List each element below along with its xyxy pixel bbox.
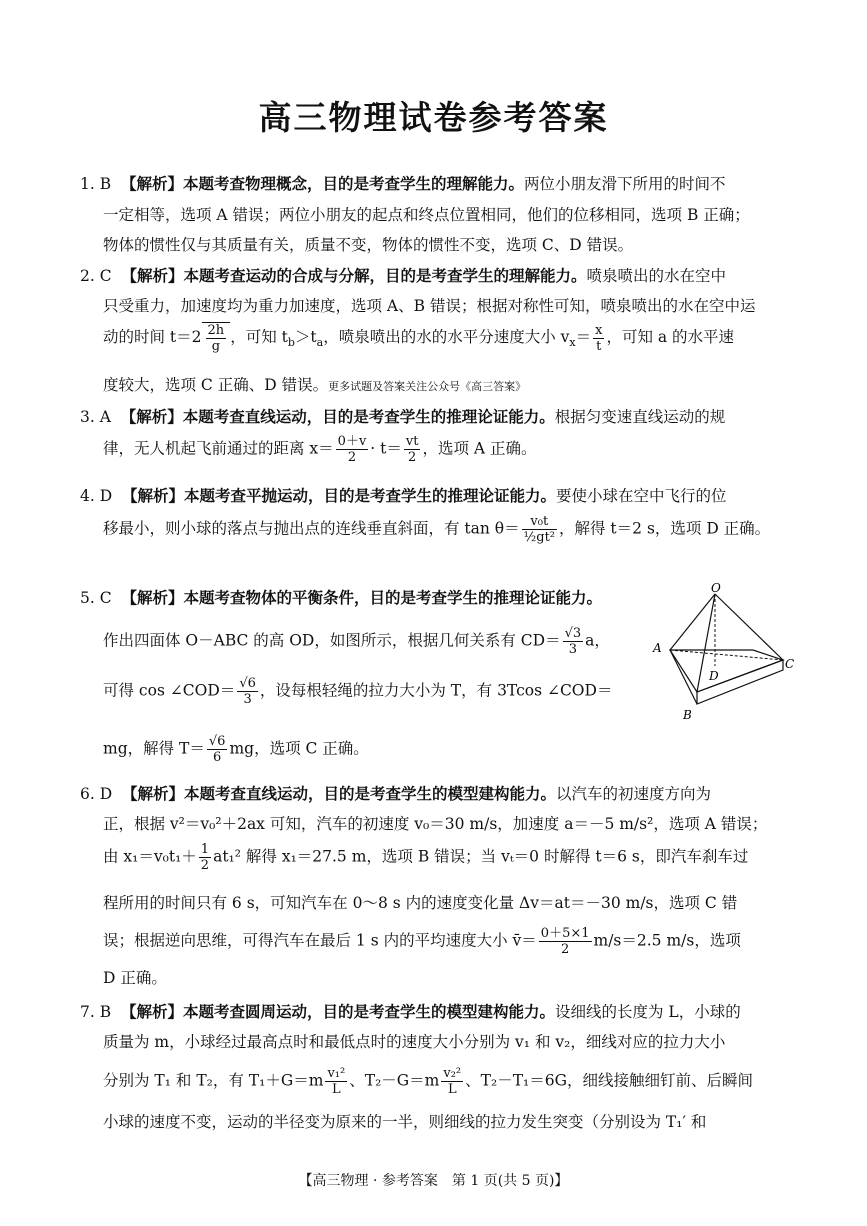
- q7-line1: [80, 1000, 741, 1022]
- q1-number: 1. B: [80, 175, 112, 193]
- frac-den: 2: [347, 450, 357, 465]
- frac-den: 2: [408, 450, 417, 465]
- fraction: [563, 626, 584, 657]
- q5-analysis-tag: 【解析】本题考查物体的平衡条件，目的是考查学生的推理论证能力。: [121, 589, 602, 607]
- q7-analysis-tag: 【解析】本题考查圆周运动，目的是考查学生的模型建构能力。: [120, 1003, 555, 1021]
- q5-text-a: a，: [585, 631, 610, 650]
- page-title: 高三物理试卷参考答案: [258, 98, 609, 137]
- label-c: C: [785, 657, 795, 671]
- frac-num: 0＋5×1: [540, 926, 590, 941]
- q2-text-conclusion: 度较大，选项 C 正确、D 错误。: [103, 376, 329, 394]
- q6-line2: 正，根据 v²＝v₀²＋2ax 可知，汽车的初速度 v₀＝30 m/s，加速度 a＝－5 m/s²，选项 A 错误；: [103, 815, 768, 833]
- q1-line3: 物体的惯性仅与其质量有关，质量不变，物体的惯性不变，选项 C、D 错误。: [103, 236, 634, 254]
- q3-text-times: · t＝: [370, 439, 402, 458]
- frac-den: ½gt²: [523, 530, 555, 545]
- q7-line2: 质量为 m，小球经过最高点时和最低点时的速度大小分别为 v₁ 和 v₂，细线对应的拉力大小: [103, 1033, 726, 1051]
- page-footer: 【高三物理 · 参考答案 第 1 页(共 5 页)】: [298, 1173, 569, 1189]
- q2-number: 2. C: [80, 267, 112, 285]
- q1-line2: 一定相等，选项 A 错误；两位小朋友的起点和终点位置相同，他们的位移相同，选项 B 正确；: [103, 206, 750, 224]
- q6-text-result: m/s＝2.5 m/s，选项: [593, 931, 741, 950]
- frac-den: L: [332, 1082, 341, 1097]
- q2-analysis-tag: 【解析】本题考查运动的合成与分解，目的是考查学生的理解能力。: [121, 267, 587, 285]
- q6-number: 6. D: [80, 785, 113, 803]
- frac-num: v₂²: [443, 1066, 462, 1081]
- fraction: [441, 1066, 463, 1097]
- q2-line4: [103, 373, 526, 395]
- frac-num: x: [595, 322, 603, 338]
- q5-text-end: mg，选项 C 正确。: [229, 739, 369, 758]
- fraction: [522, 514, 557, 545]
- label-o: O: [711, 582, 721, 595]
- q7-text-t2: 、T₂－G＝m: [349, 1071, 440, 1090]
- q6-line4: 程所用的时间只有 6 s，可知汽车在 0～8 s 内的速度变化量 Δv＝at＝－30 m/s，选项 C 错: [103, 894, 738, 912]
- fraction: [404, 434, 421, 465]
- q2-text-time: 动的时间 t＝2: [103, 328, 202, 346]
- q6-text-x1: 由 x₁＝v₀t₁＋: [103, 847, 197, 866]
- subscript: a: [316, 336, 324, 350]
- q2-text-gt: ＞t: [294, 328, 317, 346]
- frac-num: √6: [239, 676, 256, 691]
- q6-text: 以汽车的初速度方向为: [556, 785, 712, 803]
- q1-text: 两位小朋友滑下所用的时间不: [523, 175, 726, 193]
- q5-line4: [103, 734, 369, 765]
- q3-number: 3. A: [80, 408, 111, 426]
- frac-den: 2: [200, 858, 210, 873]
- frac-den: 6: [213, 750, 222, 765]
- q6-analysis-tag: 【解析】本题考查直线运动，目的是考查学生的模型建构能力。: [122, 785, 557, 803]
- subscript: b: [287, 336, 295, 350]
- label-d: D: [709, 669, 719, 683]
- q5-line1: [80, 586, 602, 608]
- frac-den: t: [596, 338, 602, 354]
- q4-line2: [103, 514, 770, 545]
- q5-line3: [103, 676, 612, 707]
- q3-text-distance: 律，无人机起飞前通过的距离 x＝: [103, 439, 334, 458]
- frac-den: L: [447, 1082, 457, 1097]
- q3-line2: [103, 434, 537, 465]
- q7-text-diff: 、T₂－T₁＝6G，细线接触细钉前、后瞬间: [465, 1071, 754, 1090]
- fraction: [336, 434, 369, 465]
- q7-number: 7. B: [80, 1003, 112, 1021]
- q7-line3: [103, 1066, 753, 1097]
- fraction: [237, 676, 258, 707]
- q7-text: 设细线的长度为 L，小球的: [554, 1003, 741, 1021]
- q4-text: 要使小球在空中飞行的位: [556, 487, 727, 505]
- q2-line3: [103, 322, 734, 354]
- q3-text-end: ，选项 A 正确。: [422, 439, 537, 458]
- frac-num: √3: [564, 626, 582, 641]
- fraction: [199, 842, 211, 873]
- q5-number: 5. C: [80, 589, 112, 607]
- fraction: [539, 926, 592, 957]
- q3-analysis-tag: 【解析】本题考查直线运动，目的是考查学生的推理论证能力。: [120, 408, 555, 426]
- q6-line6: D 正确。: [103, 969, 167, 987]
- label-b: B: [683, 708, 692, 722]
- q5-text-mg: mg，解得 T＝: [103, 739, 205, 758]
- fraction: [325, 1066, 347, 1097]
- promo-note: 更多试题及答案关注公众号《高三答案》: [328, 380, 527, 393]
- frac-den: 3: [243, 692, 252, 707]
- frac-den: g: [211, 339, 221, 354]
- frac-num: v₀t: [522, 514, 557, 530]
- q6-line1: [80, 782, 711, 804]
- q2-text: 喷泉喷出的水在空中: [586, 267, 726, 285]
- q5-text-cos: 可得 cos ∠COD＝: [103, 681, 236, 700]
- q5-text-tension: ，设每根轻绳的拉力大小为 T，有 3Tcos ∠COD＝: [259, 681, 613, 700]
- label-a: A: [653, 641, 662, 655]
- q4-line1: [80, 484, 727, 506]
- q2-line1: [80, 264, 726, 286]
- q4-analysis-tag: 【解析】本题考查平抛运动，目的是考查学生的推理论证能力。: [122, 487, 557, 505]
- frac-num: v₁²: [327, 1066, 346, 1081]
- q2-line2: 只受重力，加速度均为重力加速度，选项 A、B 错误；根据对称性可知，喷泉喷出的水在空中运: [103, 297, 756, 315]
- q2-text-velocity: ，喷泉喷出的水的水平分速度大小 v: [323, 328, 570, 346]
- q6-line5: [103, 926, 741, 957]
- sqrt-expression: [202, 322, 231, 354]
- q5-line2: [103, 626, 610, 657]
- q6-line3: [103, 842, 748, 873]
- q4-text-tan: 移最小，则小球的落点与抛出点的连线垂直斜面，有 tan θ＝: [103, 519, 520, 538]
- q7-line4: 小球的速度不变，运动的半径变为原来的一半，则细线的拉力发生突变（分别设为 T₁′ 和: [103, 1113, 707, 1131]
- frac-num: 0＋v: [337, 434, 367, 449]
- frac-den: 3: [568, 642, 577, 657]
- frac-num: 2h: [207, 323, 225, 338]
- frac-den: 2: [561, 942, 570, 957]
- q2-text-end: ，可知 a 的水平速: [606, 328, 735, 346]
- q3-line1: [80, 405, 725, 427]
- q7-text-t1: 分别为 T₁ 和 T₂，有 T₁＋G＝m: [103, 1071, 324, 1090]
- q2-text-compare: ，可知 t: [230, 328, 288, 346]
- frac-num: √6: [208, 734, 226, 749]
- q1-analysis-tag: 【解析】本题考查物理概念，目的是考查学生的理解能力。: [120, 175, 524, 193]
- tetrahedron-diagram: [645, 582, 795, 722]
- equals: ＝: [575, 328, 592, 346]
- q3-text: 根据匀变速直线运动的规: [554, 408, 726, 426]
- q4-number: 4. D: [80, 487, 113, 505]
- q4-text-end: ，解得 t＝2 s，选项 D 正确。: [559, 519, 771, 538]
- fraction: [207, 734, 228, 765]
- q5-text-height: 作出四面体 O－ABC 的高 OD，如图所示，根据几何关系有 CD＝: [103, 631, 561, 650]
- frac-num: 1: [200, 842, 210, 857]
- fraction: [593, 323, 604, 354]
- q1-line1: [80, 172, 726, 194]
- q6-text-solve: at₁² 解得 x₁＝27.5 m，选项 B 错误；当 vₜ＝0 时解得 t＝6 s，即汽车刹车过: [213, 847, 749, 866]
- subscript: x: [569, 336, 576, 350]
- frac-num: vt: [405, 434, 419, 449]
- q6-text-average: 误；根据逆向思维，可得汽车在最后 1 s 内的平均速度大小 v̄＝: [103, 931, 537, 950]
